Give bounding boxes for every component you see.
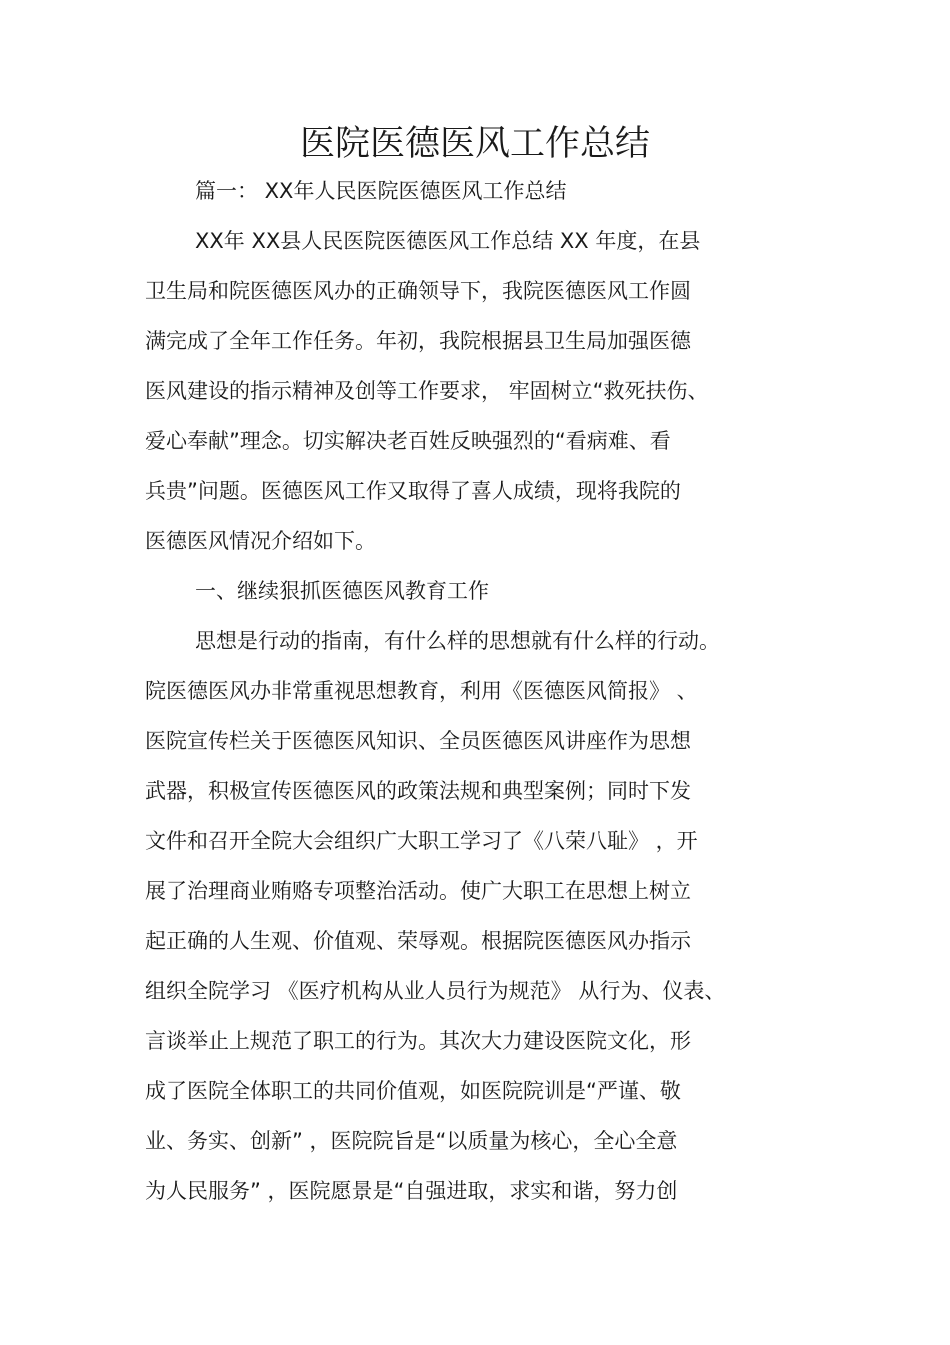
- paragraph-line: 业、务实、创新” ，医院院旨是“以质量为核心，全心全意: [145, 1129, 678, 1153]
- paragraph-line: 思想是行动的指南，有什么样的思想就有什么样的行动。: [195, 629, 720, 653]
- paragraph-line: 兵贵”问题。医德医风工作又取得了喜人成绩，现将我院的: [145, 479, 681, 503]
- paragraph-line: 为人民服务” ，医院愿景是“自强进取，求实和谐，努力创: [145, 1179, 678, 1203]
- paragraph-line: 院医德医风办非常重视思想教育，利用《医德医风简报》 、: [145, 679, 698, 703]
- paragraph-line: 武器，积极宣传医德医风的政策法规和典型案例；同时下发: [145, 779, 691, 803]
- paragraph-line: 满完成了全年工作任务。年初，我院根据县卫生局加强医德: [145, 329, 691, 353]
- paragraph-line: 爱心奉献”理念。切实解决老百姓反映强烈的“看病难、看: [145, 429, 671, 453]
- paragraph-line: 医院宣传栏关于医德医风知识、全员医德医风讲座作为思想: [145, 729, 691, 753]
- document-title: 医院医德医风工作总结: [299, 124, 650, 164]
- section-heading: 一、继续狠抓医德医风教育工作: [195, 579, 489, 603]
- paragraph-line: 医德医风情况介绍如下。: [145, 529, 376, 553]
- paragraph-line: 组织全院学习 《医疗机构从业人员行为规范》 从行为、仪表、: [145, 979, 726, 1003]
- subtitle-line: 篇一： XX年人民医院医德医风工作总结: [195, 179, 567, 203]
- paragraph-line: 言谈举止上规范了职工的行为。其次大力建设医院文化，形: [145, 1029, 691, 1053]
- paragraph-line: 成了医院全体职工的共同价值观，如医院院训是“严谨、敬: [145, 1079, 681, 1103]
- paragraph-line: XX年 XX县人民医院医德医风工作总结 XX 年度，在县: [195, 229, 701, 253]
- paragraph-line: 卫生局和院医德医风办的正确领导下，我院医德医风工作圆: [145, 279, 691, 303]
- paragraph-line: 起正确的人生观、价值观、荣辱观。根据院医德医风办指示: [145, 929, 691, 953]
- paragraph-line: 展了治理商业贿赂专项整治活动。使广大职工在思想上树立: [145, 879, 691, 903]
- paragraph-line: 医风建设的指示精神及创等工作要求， 牢固树立“救死扶伤、: [145, 379, 709, 403]
- paragraph-line: 文件和召开全院大会组织广大职工学习了《八荣八耻》 ，开: [145, 829, 698, 853]
